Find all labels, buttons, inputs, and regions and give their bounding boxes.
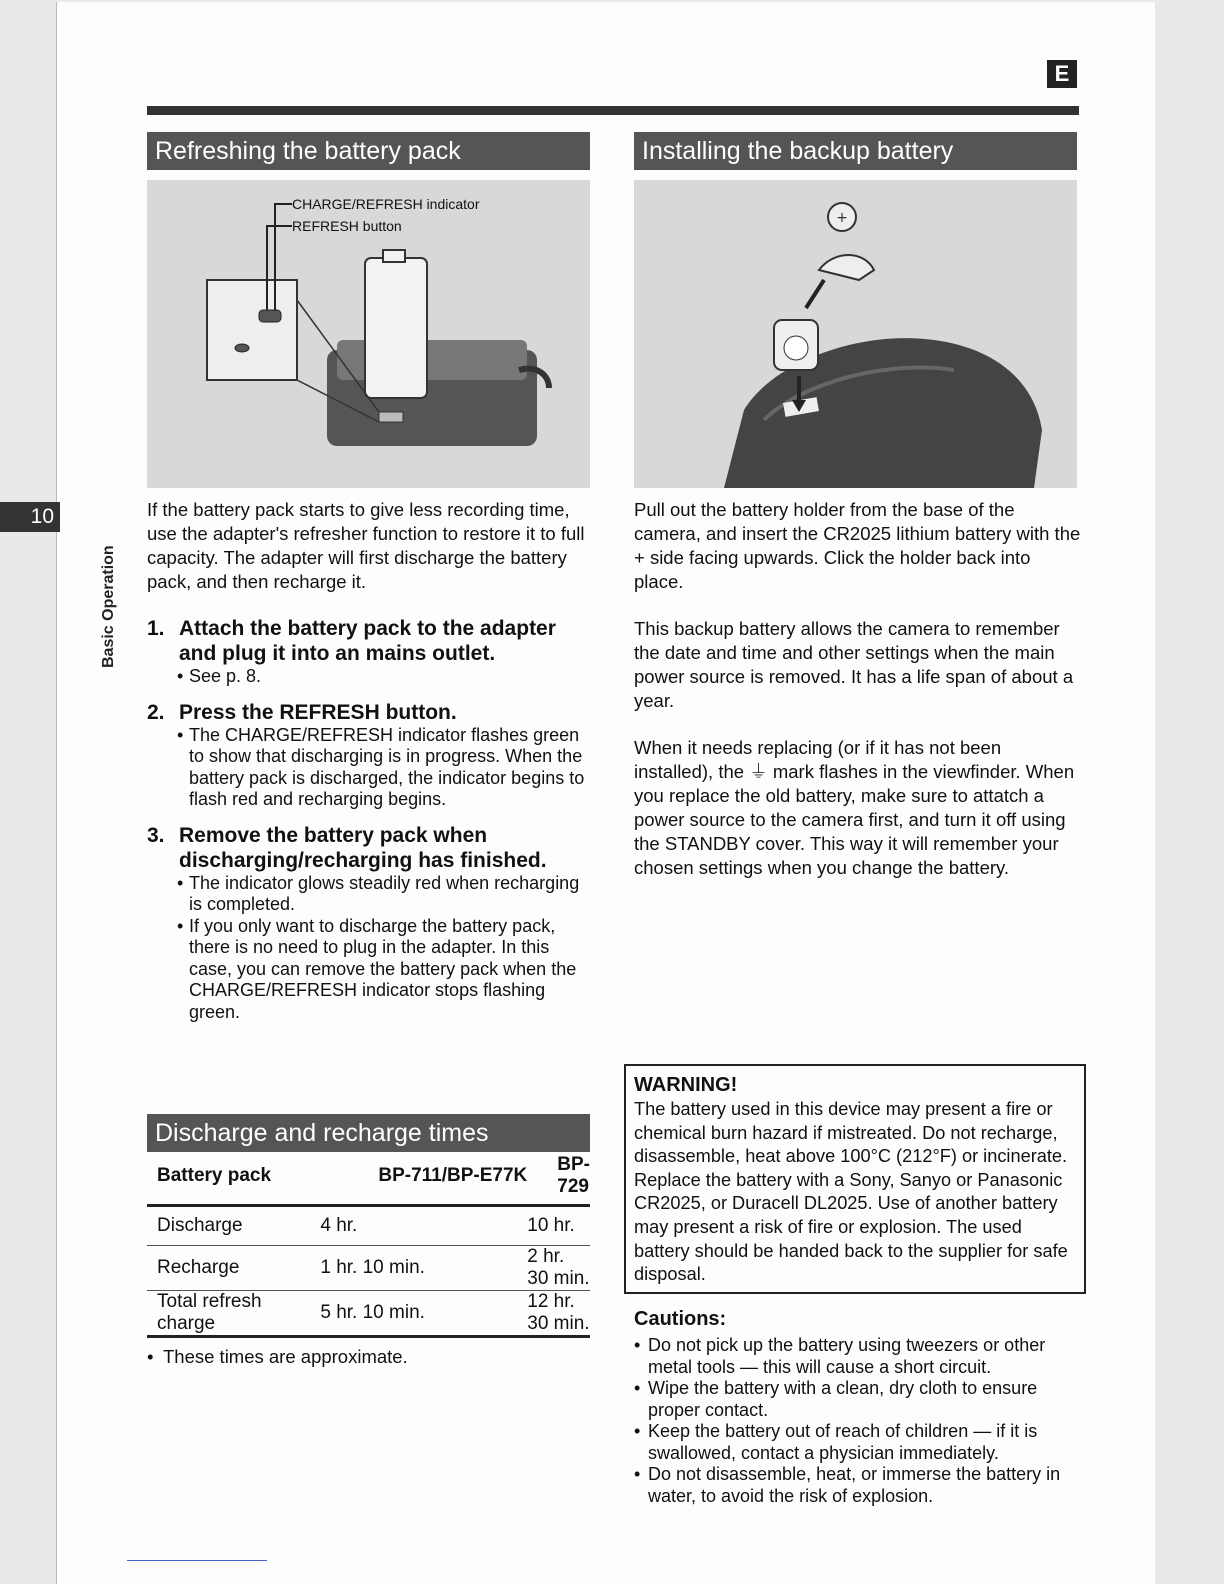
step-2-number: 2.	[147, 700, 165, 724]
table-cell: Total refresh charge	[147, 1291, 320, 1337]
bottom-line	[127, 1560, 267, 1561]
step-1	[147, 616, 597, 688]
cautions-block	[634, 1308, 1084, 1507]
section-side-label: Basic Operation	[100, 545, 117, 668]
backup-para-2-text: This backup battery allows the camera to remember the date and time and other settings when the main power source is removed. It has a life span of about a year.	[634, 618, 1074, 711]
caution-item: • Keep the battery out of reach of children — if it is swallowed, contact a physician immediately.	[634, 1421, 1084, 1464]
backup-para-3-start: When it needs replacing (or if it has not been installed), the	[634, 737, 1002, 782]
table-header-row	[147, 1148, 590, 1206]
warning-title: WARNING!	[634, 1074, 738, 1096]
backup-para-2	[634, 617, 1084, 713]
times-table	[147, 1148, 590, 1338]
callout-button-label: REFRESH button	[292, 218, 402, 234]
svg-text:+: +	[836, 210, 848, 226]
warning-body: The battery used in this device may present a fire or chemical burn hazard if mistreated. Do not recharge, disassemble, heat above 100°C (212°F) or incinerate. Replace the battery with a Sony, Sanyo or Panasonic CR2025, or Duracell DL2025. Use of another battery may present a risk of fire or explosion. The used battery should be handed back to the supplier for safe disposal.	[634, 1099, 1068, 1285]
step-3-title: Remove the battery pack when discharging/recharging has finished.	[179, 823, 547, 872]
backup-para-1	[634, 498, 1084, 594]
step-1-title: Attach the battery pack to the adapter and plug it into an mains outlet.	[179, 617, 556, 665]
backup-para-1-text: Pull out the battery holder from the base of the camera, and insert the CR2025 lithium battery with the + side facing upwards. Click the holder back into place.	[634, 499, 1081, 592]
table-cell: Recharge	[147, 1246, 320, 1291]
step-1-number: 1.	[147, 617, 165, 640]
column-header: BP-729	[557, 1154, 590, 1197]
times-table-wrap	[147, 1148, 590, 1338]
times-note	[147, 1346, 590, 1368]
backup-section-header: Installing the backup battery	[634, 132, 1077, 170]
caution-item: • Wipe the battery with a clean, dry cloth to ensure proper contact.	[634, 1378, 1084, 1421]
manual-page	[56, 2, 1155, 1584]
step-2-bullet: • The CHARGE/REFRESH indicator flashes green to show that discharging is in progress. When the battery pack is discharged, the indicator begins to flash red and recharging begins.	[147, 725, 597, 811]
refresh-steps	[147, 616, 597, 1023]
warning-box	[624, 1064, 1086, 1294]
page-number-tab: 10	[0, 502, 60, 532]
table-cell: 1 hr. 10 min.	[320, 1246, 527, 1291]
column-header: Battery pack	[157, 1165, 272, 1186]
step-3	[147, 823, 597, 1024]
table-cell: 5 hr. 10 min.	[320, 1291, 527, 1337]
times-section-header: Discharge and recharge times	[147, 1114, 590, 1152]
refresh-intro	[147, 498, 597, 594]
table-cell: 10 hr.	[527, 1206, 590, 1246]
step-3-bullet-2: • If you only want to discharge the battery pack, there is no need to plug in the adapter. In this case, you can remove the battery pack when the CHARGE/REFRESH indicator stops flashing green.	[147, 916, 597, 1024]
backup-battery-illustration	[634, 180, 1077, 488]
refresh-intro-text: If the battery pack starts to give less recording time, use the adapter's refresher function to restore it to full capacity. The adapter will first discharge the battery pack, and then recharge it.	[147, 499, 585, 592]
table-cell: 2 hr. 30 min.	[527, 1246, 590, 1289]
backup-battery-mark-icon: ⏚	[749, 761, 768, 782]
table-row	[147, 1246, 590, 1291]
backup-para-3	[634, 736, 1084, 880]
times-note-text: • These times are approximate.	[147, 1346, 590, 1368]
table-cell: Discharge	[147, 1206, 320, 1246]
caution-item: • Do not disassemble, heat, or immerse the battery in water, to avoid the risk of explosion.	[634, 1464, 1084, 1507]
step-2-title: Press the REFRESH button.	[179, 700, 457, 724]
cautions-title: Cautions:	[634, 1308, 727, 1330]
table-row	[147, 1206, 590, 1246]
step-3-number: 3.	[147, 823, 165, 847]
table-cell: 4 hr.	[320, 1206, 527, 1246]
step-1-bullet: • See p. 8.	[147, 666, 597, 688]
callout-indicator-label: CHARGE/REFRESH indicator	[292, 196, 480, 212]
table-cell: 12 hr. 30 min.	[527, 1291, 590, 1337]
step-2	[147, 700, 597, 811]
backup-para-3-end: mark flashes in the viewfinder. When you replace the old battery, make sure to attatch a power source to the camera first, and turn it off using the STANDBY cover. This way it will remember your chosen settings when you change the battery.	[634, 761, 1075, 878]
caution-item: • Do not pick up the battery using tweezers or other metal tools — this will cause a short circuit.	[634, 1335, 1084, 1378]
column-header: BP-711/BP-E77K	[378, 1165, 528, 1186]
step-3-bullet-1: • The indicator glows steadily red when recharging is completed.	[147, 873, 597, 916]
table-row	[147, 1291, 590, 1337]
top-rule	[147, 106, 1079, 115]
refresh-section-header: Refreshing the battery pack	[147, 132, 590, 170]
language-badge: E	[1047, 60, 1077, 88]
camera-drawing	[634, 180, 1077, 488]
charger-illustration	[147, 180, 590, 488]
